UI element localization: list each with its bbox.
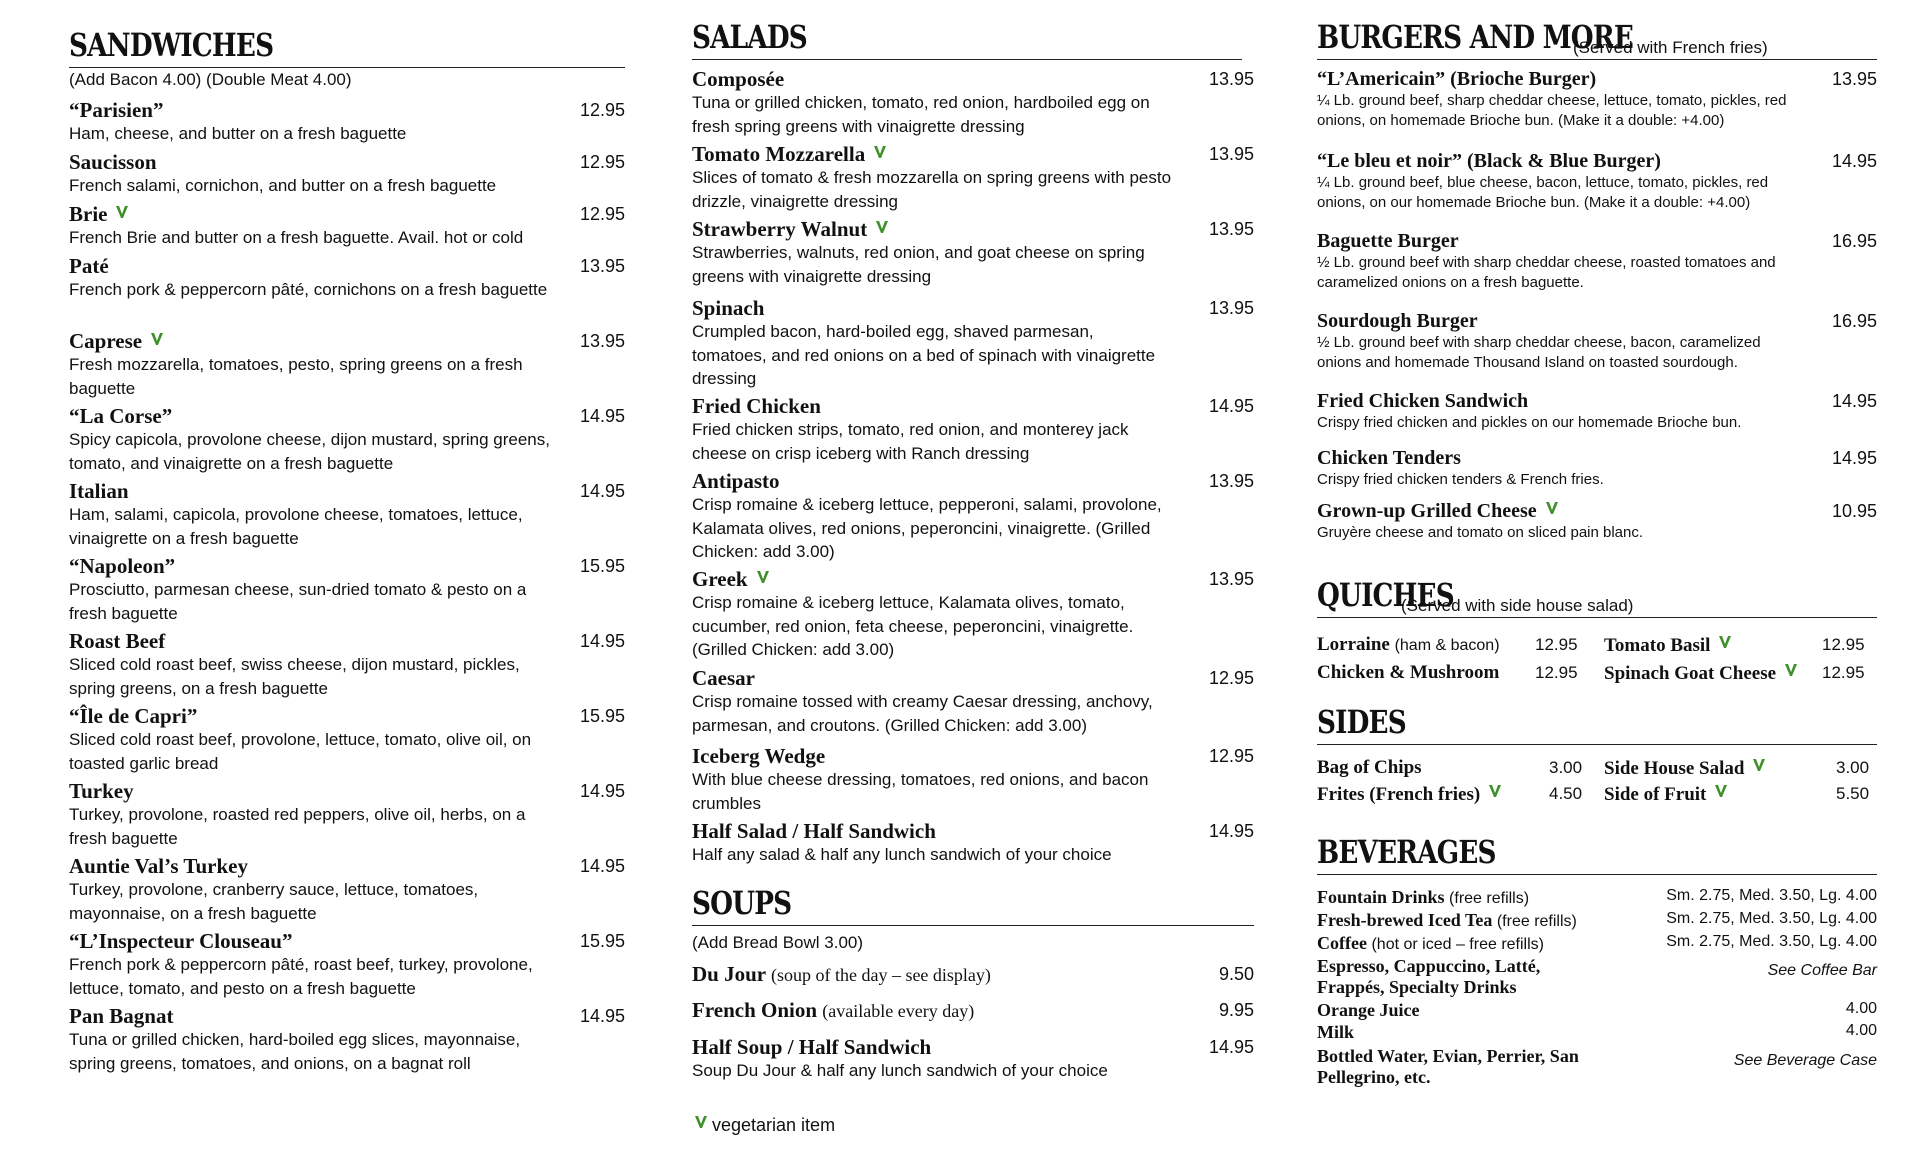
menu-item [692,567,1254,662]
item-price: 5.50 [1836,784,1870,803]
menu-item [692,1035,1254,1083]
beverage-item [1317,956,1877,998]
item-name: Turkey [69,779,134,803]
menu-item [69,150,625,198]
item-price: 14.95 [579,856,625,876]
item-name: Half Salad / Half Sandwich [692,819,936,843]
beverage-item [1317,1022,1877,1043]
menu-item [692,819,1254,867]
item-description: Strawberries, walnuts, red onion, and goat cheese on spring greens with vinaigrette dressing [692,243,1145,286]
menu-item [1317,229,1877,293]
item-description: Crispy fried chicken and pickles on our homemade Brioche bun. [1317,414,1742,431]
beverage-item [1317,887,1877,909]
item-price: 13.95 [1831,69,1877,89]
item-description: ½ Lb. ground beef with sharp cheddar cheese, roasted tomatoes and caramelized onions on a fresh baguette. [1317,254,1776,291]
item-name: Iceberg Wedge [692,744,826,768]
menu-item [69,98,625,146]
menu-item [692,296,1254,391]
menu-item [692,469,1254,564]
menu-item [692,217,1254,288]
item-description: Crispy fried chicken tenders & French fries. [1317,471,1604,488]
item-description: Ham, cheese, and butter on a fresh baguette [69,124,407,143]
item-name: Auntie Val’s Turkey [69,854,248,878]
grid-item [1317,634,1500,656]
item-name: Chicken & Mushroom [1317,662,1500,683]
beverage-name: Fresh-brewed Iced Tea (free refills) [1317,910,1577,930]
item-description: Turkey, provolone, cranberry sauce, lettuce, tomatoes, mayonnaise, on a fresh baguette [69,880,479,923]
item-price: 12.95 [1822,635,1865,654]
vegetarian-leaf-icon [871,144,889,162]
item-description: French salami, cornichon, and butter on a fresh baguette [69,176,497,195]
grid-item [1604,662,1800,685]
item-name: Strawberry Walnut [692,217,1254,241]
item-name: Paté [69,254,109,278]
item-description: With blue cheese dressing, tomatoes, red onions, and bacon crumbles [692,770,1149,813]
beverage-name: Orange Juice [1317,1000,1420,1020]
soups-header [692,884,1254,926]
beverage-price: Sm. 2.75, Med. 3.50, Lg. 4.00 [1666,910,1877,927]
item-name: Greek [692,567,1254,591]
sandwiches-column [69,0,625,1166]
item-description: Spicy capicola, provolone cheese, dijon mustard, spring greens, tomato, and vinaigrette on a fresh baguette [69,430,550,473]
quiches-note: (Served with side house salad) [1401,596,1634,615]
menu-item [69,404,625,475]
menu-item [69,554,625,625]
beverage-price: Sm. 2.75, Med. 3.50, Lg. 4.00 [1666,887,1877,904]
item-description: Turkey, provolone, roasted red peppers, olive oil, herbs, on a fresh baguette [69,805,526,848]
item-name: “Île de Capri” [69,704,198,728]
item-price: 13.95 [579,331,625,351]
item-name: Caprese [69,329,625,353]
menu-item [69,202,625,250]
item-qualifier: (available every day) [822,1001,975,1021]
item-price: 15.95 [579,706,625,726]
burgers-header [1317,18,1877,60]
vegetarian-leaf-icon [1543,500,1561,518]
item-description: Ham, salami, capicola, provolone cheese, tomatoes, lettuce, vinaigrette on a fresh baguette [69,505,523,548]
item-description: Soup Du Jour & half any lunch sandwich of your choice [692,1061,1108,1080]
menu-item [69,929,625,1000]
quiches-title: QUICHES [1317,576,1454,614]
item-description: Half any salad & half any lunch sandwich of your choice [692,845,1112,864]
item-price: 12.95 [1208,746,1254,766]
item-description: ¼ Lb. ground beef, sharp cheddar cheese, lettuce, tomato, pickles, red onions, on homemade Brioche bun. (Make it a double: +4.00) [1317,92,1787,129]
item-price: 9.50 [1218,964,1254,984]
item-price: 12.95 [579,152,625,172]
beverage-name: Bottled Water, Evian, Perrier, San Pellegrino, etc. [1317,1046,1579,1087]
item-description: Crisp romaine tossed with creamy Caesar dressing, anchovy, parmesan, and croutons. (Grilled Chicken: add 3.00) [692,692,1153,735]
item-name: Saucisson [69,150,157,174]
vegetarian-leaf-icon [1782,662,1800,680]
menu-item [692,744,1254,815]
item-name: Frites (French fries) [1317,784,1504,805]
menu-item [1317,389,1877,433]
item-price: 12.95 [1208,668,1254,688]
item-description: Gruyère cheese and tomato on sliced pain blanc. [1317,524,1644,541]
sandwiches-note: (Add Bacon 4.00) (Double Meat 4.00) [69,70,352,89]
item-price: 13.95 [1208,144,1254,164]
menu-item [69,329,625,400]
item-description: French Brie and butter on a fresh baguette. Avail. hot or cold [69,228,524,247]
vegetarian-leaf-icon [113,204,131,222]
item-price: 15.95 [579,556,625,576]
item-price: 12.95 [579,204,625,224]
item-price: 14.95 [579,406,625,426]
item-price: 14.95 [1831,448,1877,468]
item-name: “L’Americain” (Brioche Burger) [1317,68,1597,90]
beverage-price: See Coffee Bar [1767,962,1877,979]
item-price: 14.95 [1831,151,1877,171]
sides-header [1317,700,1877,745]
item-name: Italian [69,479,129,503]
item-name: Lorraine (ham & bacon) [1317,634,1500,655]
item-name: Chicken Tenders [1317,447,1461,469]
item-name: Du Jour (soup of the day – see display) [692,962,991,986]
beverage-name: Fountain Drinks (free refills) [1317,887,1530,907]
item-price: 3.00 [1836,758,1870,777]
vegetarian-leaf-icon [873,219,891,237]
item-description: ¼ Lb. ground beef, blue cheese, bacon, lettuce, tomato, pickles, red onions, on our homemade Brioche bun. (Make it a double: +4.00) [1317,174,1769,211]
item-name: “Le bleu et noir” (Black & Blue Burger) [1317,150,1661,172]
menu-item [692,666,1254,737]
vegetarian-leaf-icon [1712,783,1730,801]
item-description: Crisp romaine & iceberg lettuce, Kalamata olives, tomato, cucumber, red onion, feta cheese, peperoncini, vinaigrette. (Grilled Chicken: add 3.00) [692,593,1134,659]
item-price: 14.95 [579,781,625,801]
item-price: 13.95 [1208,569,1254,589]
item-price: 12.95 [1822,663,1865,682]
item-price: 10.95 [1831,501,1877,521]
item-price: 15.95 [579,931,625,951]
item-price: 14.95 [1208,821,1254,841]
menu-item [692,998,1254,1023]
beverage-item [1317,910,1877,932]
grid-item [1604,634,1734,657]
item-name: Brie [69,202,625,226]
item-name: Roast Beef [69,629,166,653]
item-name: “L’Inspecteur Clouseau” [69,929,293,953]
item-name: Composée [692,67,785,91]
item-name: Caesar [692,666,755,690]
item-price: 14.95 [1208,1037,1254,1057]
item-name: Pan Bagnat [69,1004,174,1028]
item-price: 9.95 [1218,1000,1254,1020]
beverage-price: 4.00 [1845,1000,1877,1017]
grid-item [1317,783,1504,806]
grid-item [1604,783,1730,806]
item-price: 12.95 [1535,635,1578,654]
menu-item [69,629,625,700]
item-name: “La Corse” [69,404,173,428]
item-description: ½ Lb. ground beef with sharp cheddar cheese, bacon, caramelized onions and homemade Thousand Island on toasted sourdough. [1317,334,1761,371]
item-price: 13.95 [1208,298,1254,318]
item-price: 14.95 [579,1006,625,1026]
vegetarian-legend [692,1114,835,1136]
item-price: 13.95 [1208,219,1254,239]
item-description: French pork & peppercorn pâté, roast beef, turkey, provolone, lettuce, tomato, and pesto on a fresh baguette [69,955,533,998]
item-name: Tomato Basil [1604,635,1734,656]
menu-item [1317,499,1877,543]
beverage-name: Coffee (hot or iced – free refills) [1317,933,1544,953]
burgers-note: (Served with French fries) [1573,38,1768,57]
leaf-icon [692,1114,710,1132]
item-price: 16.95 [1831,311,1877,331]
salads-title: SALADS [692,18,807,56]
vegetarian-leaf-icon [1486,783,1504,801]
vegetarian-leaf-icon [148,331,166,349]
grid-item [1317,757,1422,779]
menu-item [69,479,625,550]
item-qualifier: (soup of the day – see display) [770,965,991,985]
item-name: French Onion (available every day) [692,998,975,1022]
vegetarian-leaf-icon [1750,757,1768,775]
beverages-title: BEVERAGES [1317,833,1496,871]
item-price: 14.95 [579,631,625,651]
item-price: 14.95 [1831,391,1877,411]
item-price: 13.95 [579,256,625,276]
item-name: Tomato Mozzarella [692,142,1254,166]
item-price: 16.95 [1831,231,1877,251]
item-price: 12.95 [1535,663,1578,682]
beverage-price: See Beverage Case [1733,1052,1877,1069]
item-price: 14.95 [1208,396,1254,416]
item-name: Spinach Goat Cheese [1604,663,1800,684]
salads-column [692,0,1254,1166]
soups-title: SOUPS [692,884,792,922]
item-name: Antipasto [692,469,780,493]
item-price: 14.95 [579,481,625,501]
item-name: Half Soup / Half Sandwich [692,1035,932,1059]
beverage-price: Sm. 2.75, Med. 3.50, Lg. 4.00 [1666,933,1877,950]
menu-item [69,854,625,925]
menu-item [69,779,625,850]
menu-item [1317,149,1877,213]
beverage-name: Espresso, Cappuccino, Latté, Frappés, Specialty Drinks [1317,956,1541,997]
item-name: Sourdough Burger [1317,310,1478,332]
item-description: Tuna or grilled chicken, tomato, red onion, hardboiled egg on fresh spring greens with vinaigrette dressing [692,93,1150,136]
menu-item [692,142,1254,213]
menu-item [1317,309,1877,373]
item-price: 4.50 [1549,784,1583,803]
item-price: 12.95 [579,100,625,120]
item-description: Prosciutto, parmesan cheese, sun-dried tomato & pesto on a fresh baguette [69,580,527,623]
soups-note: (Add Bread Bowl 3.00) [692,933,864,952]
menu-item [692,394,1254,465]
beverages-header [1317,826,1877,875]
item-name: Grown-up Grilled Cheese [1317,499,1877,523]
item-price: 3.00 [1549,758,1583,777]
item-description: French pork & peppercorn pâté, cornichons on a fresh baguette [69,280,548,299]
sandwiches-title: SANDWICHES [69,26,274,64]
beverage-name: Milk [1317,1022,1355,1042]
item-name: Side of Fruit [1604,784,1730,805]
menu-item [69,254,625,302]
grid-item [1317,662,1499,684]
item-description: Fried chicken strips, tomato, red onion, and monterey jack cheese on crisp iceberg with Ranch dressing [692,420,1129,463]
beverage-price: 4.00 [1845,1022,1877,1039]
item-description: Tuna or grilled chicken, hard-boiled egg slices, mayonnaise, spring greens, tomatoes, and onions, on a bagnat roll [69,1030,521,1073]
item-price: 13.95 [1208,69,1254,89]
grid-item [1604,757,1768,780]
item-name: Baguette Burger [1317,230,1459,252]
menu-item [69,1004,625,1075]
item-description: Sliced cold roast beef, swiss cheese, dijon mustard, pickles, spring greens, on a fresh baguette [69,655,520,698]
item-description: Slices of tomato & fresh mozzarella on spring greens with pesto drizzle, vinaigrette dressing [692,168,1172,211]
menu-item [1317,446,1877,490]
salads-header [692,18,1242,60]
beverage-item [1317,1046,1877,1088]
item-name: Fried Chicken [692,394,821,418]
menu-item [692,962,1254,987]
sides-title: SIDES [1317,703,1406,741]
beverage-item [1317,933,1877,955]
legend-text: vegetarian item [712,1115,836,1135]
item-price: 13.95 [1208,471,1254,491]
item-name: Spinach [692,296,765,320]
item-name: “Parisien” [69,98,164,122]
item-name: Bag of Chips [1317,757,1422,778]
burgers-title: BURGERS AND MORE [1317,18,1633,56]
menu-item [1317,67,1877,131]
menu-item [69,704,625,775]
item-description: Crumpled bacon, hard-boiled egg, shaved parmesan, tomatoes, and red onions on a bed of spinach with vinaigrette dressing [692,322,1156,388]
sandwiches-header [69,18,625,68]
item-name: “Napoleon” [69,554,176,578]
quiches-header [1317,570,1877,618]
menu-item [692,67,1254,138]
vegetarian-leaf-icon [1716,634,1734,652]
item-description: Sliced cold roast beef, provolone, lettuce, tomato, olive oil, on toasted garlic bread [69,730,532,773]
burgers-column [1317,0,1877,1166]
item-description: Fresh mozzarella, tomatoes, pesto, spring greens on a fresh baguette [69,355,523,398]
item-name: Fried Chicken Sandwich [1317,390,1529,412]
item-name: Side House Salad [1604,758,1768,779]
item-description: Crisp romaine & iceberg lettuce, pepperoni, salami, provolone, Kalamata olives, red onions, peperoncini, vinaigrette. (Grilled Chicken: add 3.00) [692,495,1162,561]
beverage-item [1317,1000,1877,1021]
vegetarian-leaf-icon [754,569,772,587]
